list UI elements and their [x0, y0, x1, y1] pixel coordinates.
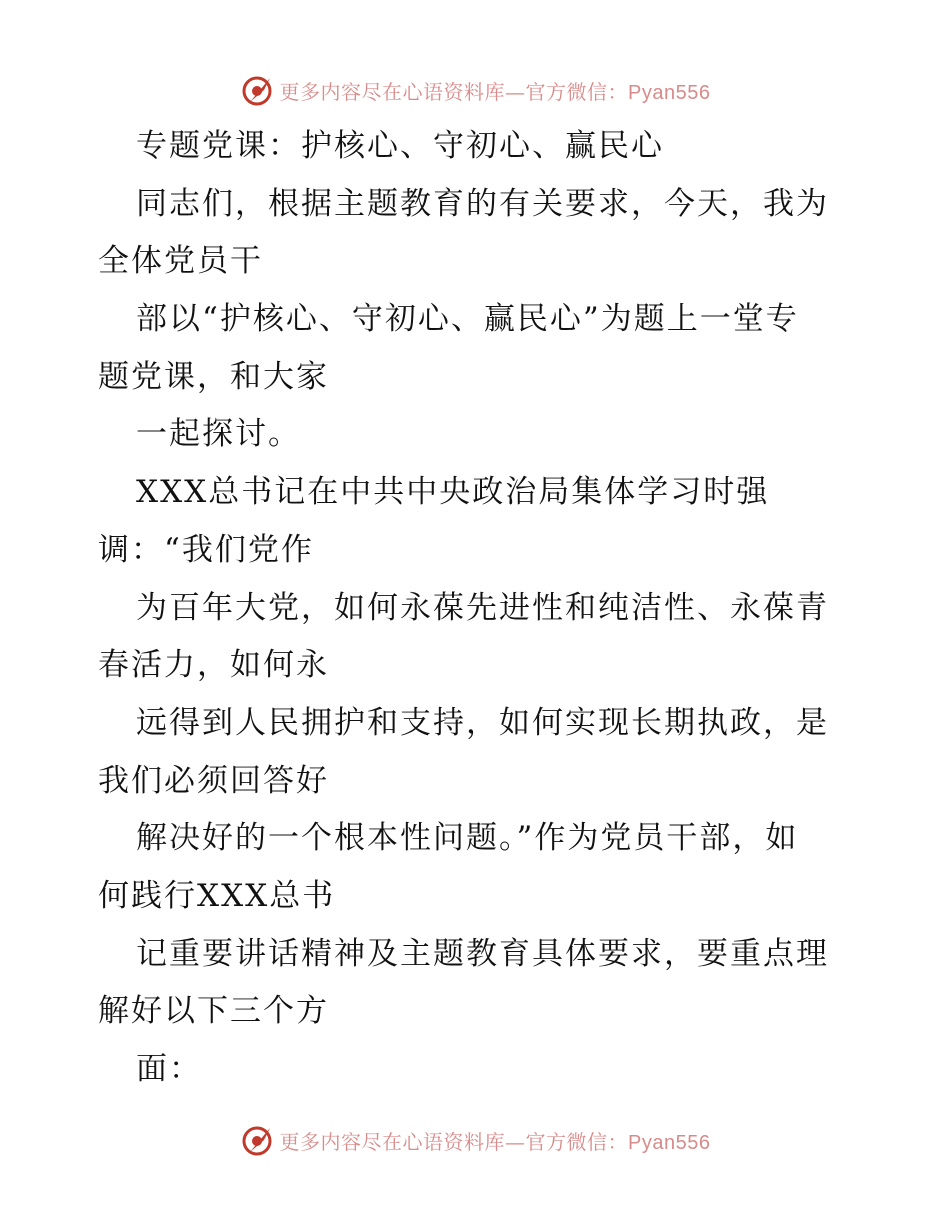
text-line: 一起探讨。 [136, 416, 301, 453]
text-line: 解决好的一个根本性问题。”作为党员干部，如 [136, 820, 799, 857]
document-body [98, 118, 858, 1099]
quill-logo-icon [240, 72, 276, 108]
text-line: 全体党员干 [98, 243, 263, 280]
watermark-id: Pyan556 [628, 81, 711, 104]
text-line: 记重要讲话精神及主题教育具体要求，要重点理 [136, 935, 829, 972]
text-line: 调：“我们党作 [98, 531, 314, 568]
text-line: 部以“护核心、守初心、赢民心”为题上一堂专 [136, 301, 799, 338]
text-line: 远得到人民拥护和支持，如何实现长期执政，是 [136, 704, 829, 741]
text-line: 何践行XXX总书 [98, 877, 336, 914]
text-line: 同志们，根据主题教育的有关要求，今天，我为 [136, 185, 829, 222]
watermark-text: 更多内容尽在心语资料库—官方微信： [279, 79, 629, 104]
text-line: 为百年大党，如何永葆先进性和纯洁性、永葆青 [136, 589, 829, 626]
text-line: 面： [136, 1051, 202, 1087]
footer-watermark [0, 1122, 950, 1158]
text-line: 我们必须回答好 [98, 762, 329, 799]
header-watermark [0, 72, 950, 108]
text-line: 春活力，如何永 [98, 647, 329, 684]
text-line: 题党课，和大家 [98, 358, 329, 395]
text-line: 专题党课：护核心、守初心、赢民心 [136, 128, 664, 164]
text-line: 解好以下三个方 [98, 993, 329, 1030]
watermark-id: Pyan556 [628, 1131, 711, 1154]
watermark-text: 更多内容尽在心语资料库—官方微信： [279, 1129, 629, 1154]
quill-logo-icon [240, 1122, 276, 1158]
text-line: XXX总书记在中共中央政治局集体学习时强 [136, 474, 770, 511]
